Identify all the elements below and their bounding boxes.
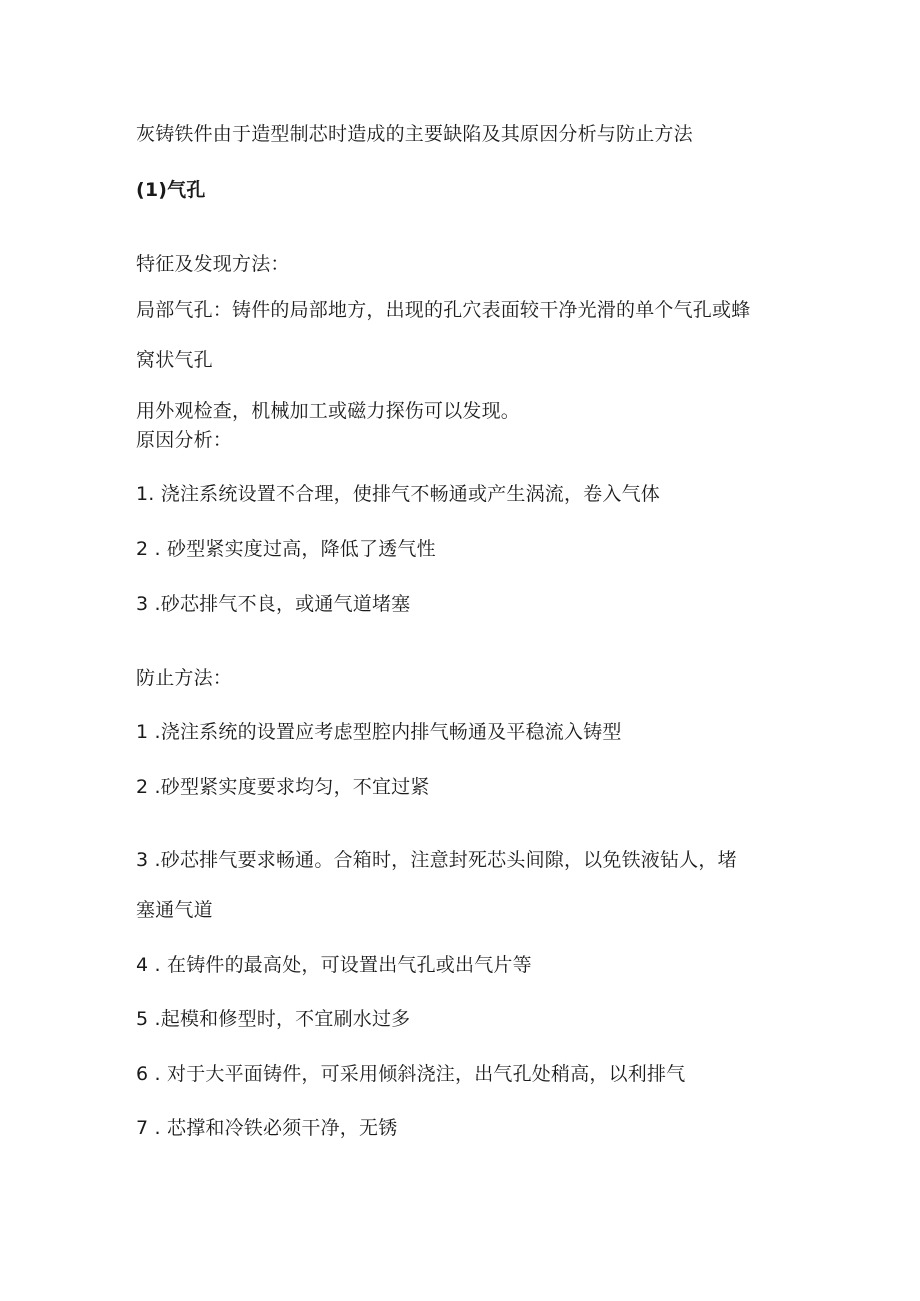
prevention-item-1: 1 .浇注系统的设置应考虑型腔内排气畅通及平稳流入铸型: [136, 721, 622, 743]
prevention-item-4: 4 . 在铸件的最高处，可设置出气孔或出气片等: [136, 954, 532, 976]
local-pore-text-line-1: 局部气孔：铸件的局部地方，出现的孔穴表面较干净光滑的单个气孔或蜂: [136, 299, 751, 321]
features-label: 特征及发现方法：: [136, 253, 290, 275]
local-pore-text-line-2: 窝状气孔: [136, 349, 213, 371]
cause-item-3: 3 .砂芯排气不良，或通气道堵塞: [136, 593, 411, 615]
cause-item-2: 2 . 砂型紧实度过高，降低了透气性: [136, 538, 436, 560]
prevention-item-2: 2 .砂型紧实度要求均匀，不宜过紧: [136, 776, 430, 798]
section-heading: (1)气孔: [136, 179, 206, 201]
document-title: 灰铸铁件由于造型制芯时造成的主要缺陷及其原因分析与防止方法: [136, 123, 693, 145]
prevention-label: 防止方法：: [136, 667, 233, 689]
prevention-item-3-line-1: 3 .砂芯排气要求畅通。合箱时，注意封死芯头间隙，以免铁液钻人，堵: [136, 849, 737, 871]
prevention-item-6: 6 . 对于大平面铸件，可采用倾斜浇注，出气孔处稍高，以利排气: [136, 1063, 686, 1085]
cause-item-1: 1. 浇注系统设置不合理，使排气不畅通或产生涡流，卷入气体: [136, 483, 660, 505]
prevention-item-7: 7 . 芯撑和冷铁必须干净，无锈: [136, 1117, 398, 1139]
prevention-item-3-line-2: 塞通气道: [136, 899, 213, 921]
inspection-text: 用外观检查，机械加工或磁力探伤可以发现。: [136, 400, 521, 422]
causes-label: 原因分析：: [136, 429, 233, 451]
prevention-item-5: 5 .起模和修型时，不宜刷水过多: [136, 1008, 411, 1030]
